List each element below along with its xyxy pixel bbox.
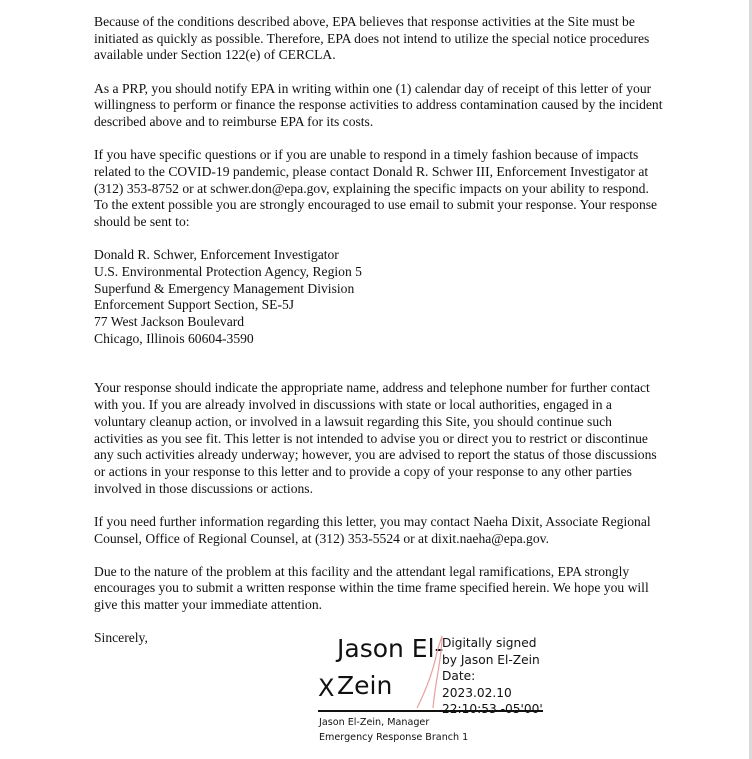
address-line: 77 West Jackson Boulevard [94, 314, 245, 330]
paragraph-response-timing: Because of the conditions described above, EPA believes that response activities at the Site must be initiated as quickly as possible. Therefore, EPA does not intend to utilize the special notice procedures available under Section 122(e) of CERCLA. [94, 14, 650, 63]
digital-signature [316, 632, 546, 752]
signature-line [318, 710, 543, 712]
signer-name-title: Jason El-Zein, Manager [319, 717, 430, 728]
address-line: Enforcement Support Section, SE-5J [94, 297, 295, 313]
address-line: U.S. Environmental Protection Agency, Region 5 [94, 263, 362, 279]
address-line: Donald R. Schwer, Enforcement Investigator [94, 247, 339, 263]
paragraph-prp-notify: As a PRP, you should notify EPA in writing within one (1) calendar day of receipt of this letter of your willingness to perform or finance the response activities to address contamination caused by the incident described above and to reimburse EPA for its costs. [94, 80, 663, 130]
paragraph-contact: If you have specific questions or if you are unable to respond in a timely fashion because of impacts related to the COVID-19 pandemic, please contact Donald R. Schwer III, Enforcement Investigator at (312) 353-8752 or at schwer.don@epa.gov, explaining the specific impacts on your ability to respond. To the extent possible you are strongly encouraged to use email to submit your response. Your response should be sent to: [94, 147, 658, 230]
digital-signed-label: Digitally signed [442, 636, 537, 650]
signature-name-line1: Jason El- [337, 634, 444, 663]
address-line: Superfund & Emergency Management Division [94, 280, 355, 296]
paragraph-response-content: Your response should indicate the appropriate name, address and telephone number for further contact with you. If you are already involved in discussions with state or local authorities, engaged in a voluntary cleanup action, or involved in a lawsuit regarding this Site, you should continue such activities as you see fit. This letter is not intended to advise you or direct you to restrict or discontinue any such activities already underway; however, you are advised to report the status of those discussions or actions in your response to this letter and to provide a copy of your response to any other parties involved in those discussions or actions. [94, 380, 657, 496]
signature-x-mark: X [318, 674, 335, 702]
letter-body [94, 14, 664, 651]
digital-signed-by: by Jason El-Zein [442, 652, 540, 667]
paragraph-urgency: Due to the nature of the problem at this facility and the attendant legal ramifications, EPA strongly encourages you to submit a written response within the time frame specified herein. We hope you will give this matter your immediate attention. [94, 563, 649, 613]
signer-unit: Emergency Response Branch 1 [319, 732, 469, 743]
signature-name-line2: Zein [337, 671, 393, 700]
address-line: Chicago, Illinois 60604-3590 [94, 330, 254, 346]
closing: Sincerely, [94, 630, 148, 646]
digital-signed-date: Date: 2023.02.10 [442, 669, 512, 700]
paragraph-further-info: If you need further information regarding this letter, you may contact Naeha Dixit, Associate Regional Counsel, Office of Regional Counsel, at (312) 353-5524 or at dixit.naeha@epa.gov. [94, 513, 651, 546]
signer-info [319, 715, 468, 745]
digital-signature-details [442, 635, 546, 718]
